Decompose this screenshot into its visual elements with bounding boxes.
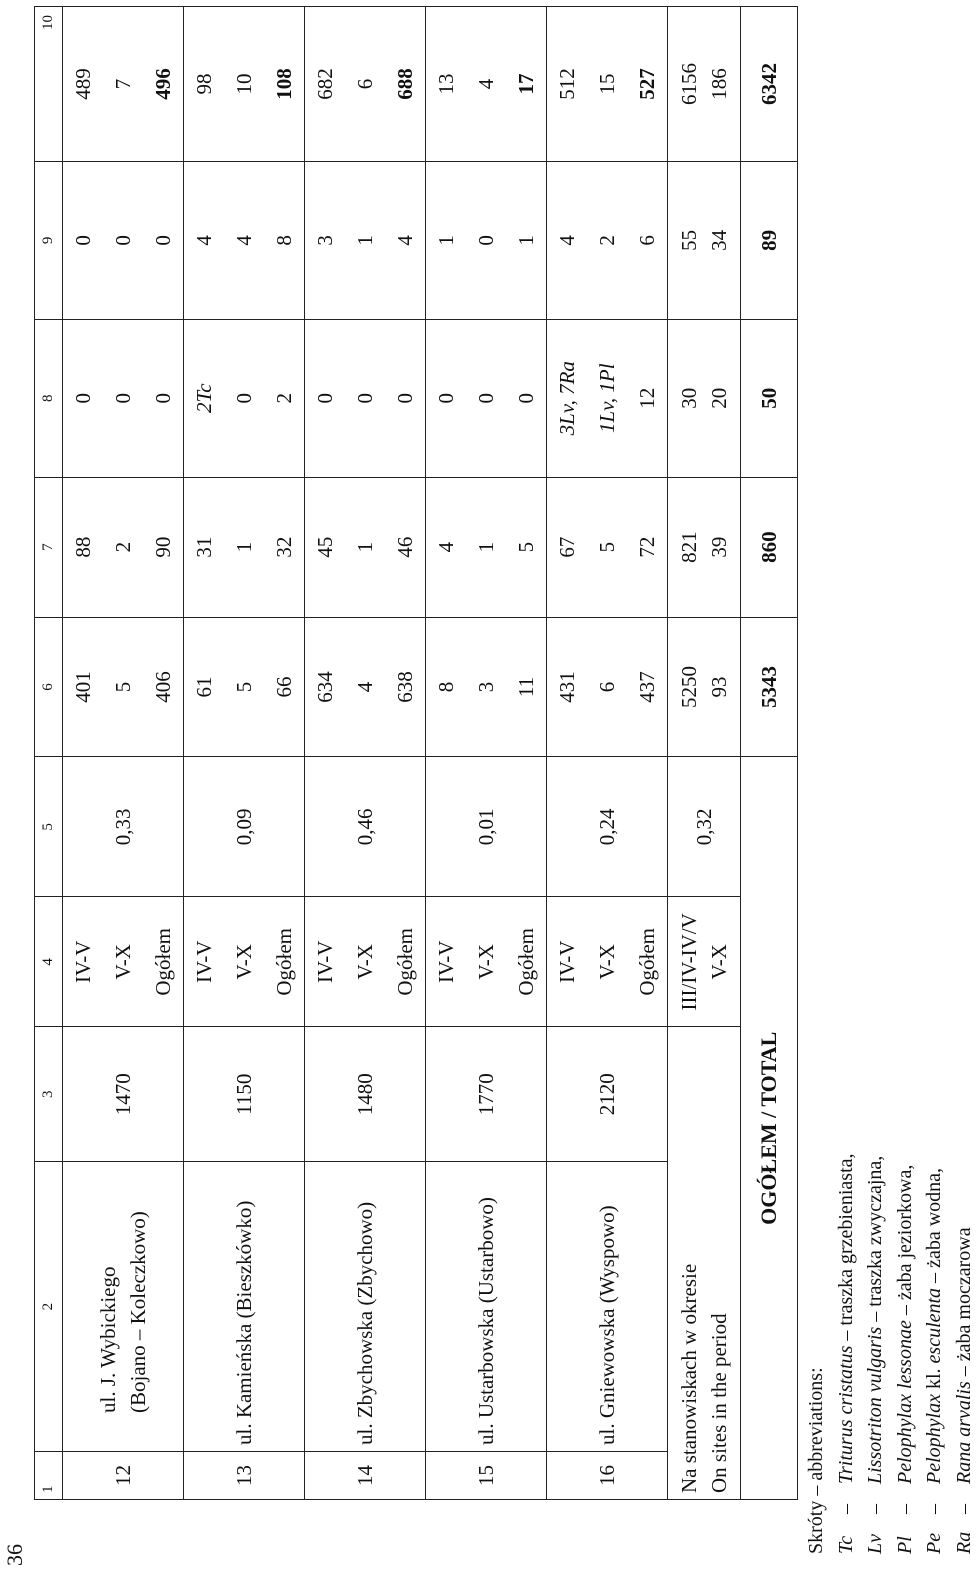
- abbr-polish: – traszka grzebieniasta,: [834, 1153, 857, 1341]
- cell-total: 688: [385, 7, 426, 162]
- cell-line: 821: [677, 531, 701, 563]
- cell-total: 860: [741, 477, 798, 617]
- abbreviations-title: Skróty – abbreviations:: [805, 1367, 827, 1554]
- cell: 4: [224, 161, 264, 319]
- cell: 512: [547, 7, 588, 162]
- table-row: [547, 7, 588, 1500]
- column-number: 7: [35, 477, 63, 617]
- cell: 0: [345, 319, 385, 477]
- abbr-code: Ra: [952, 1531, 975, 1554]
- column-number: 10: [35, 7, 63, 162]
- cell: 401: [63, 617, 104, 757]
- cell: 0: [143, 161, 184, 319]
- abbr-mid: kl.: [923, 1363, 945, 1395]
- period: Ogółem: [385, 897, 426, 1027]
- length-value: 1480: [305, 1027, 426, 1162]
- cell: 98: [184, 7, 225, 162]
- cell: 4: [426, 477, 467, 617]
- cell-line: 5250: [677, 666, 701, 709]
- cell: 489: [63, 7, 104, 162]
- abbreviation-item: [920, 1153, 950, 1554]
- col5-value: 0,24: [547, 757, 668, 897]
- abbr-dash: –: [834, 1504, 857, 1514]
- abbr-latin: Pelophylax: [923, 1394, 945, 1484]
- col5-value: 0,01: [426, 757, 547, 897]
- cell: [668, 161, 741, 319]
- cell: 5: [506, 477, 547, 617]
- abbr-code: Pe: [923, 1532, 945, 1554]
- cell: 1: [345, 161, 385, 319]
- period: IV-V: [426, 897, 467, 1027]
- period: V-X: [103, 897, 143, 1027]
- abbreviation-item: [950, 1153, 979, 1554]
- cell: [668, 7, 741, 162]
- period: III/IV-IV/V: [677, 913, 701, 1011]
- cell: 8: [264, 161, 305, 319]
- cell: 5: [587, 477, 627, 617]
- abbr-polish: – żaba wodna,: [923, 1167, 945, 1288]
- page-number: 36: [2, 1544, 27, 1566]
- length-value: 1150: [184, 1027, 305, 1162]
- cell: 2: [587, 161, 627, 319]
- sites-label-en: On sites in the period: [707, 1313, 731, 1493]
- cell: 67: [547, 477, 588, 617]
- site-name-line: (Bojano – Koleczkowo): [126, 1211, 150, 1414]
- col5-value: 0,33: [63, 757, 184, 897]
- cell: 0: [143, 319, 184, 477]
- site-name-line: ul. Kamieńska (Bieszkówko): [232, 1200, 256, 1446]
- column-number: 4: [35, 897, 63, 1027]
- cell: 431: [547, 617, 588, 757]
- cell: 5: [103, 617, 143, 757]
- cell: 0: [103, 161, 143, 319]
- period: Ogółem: [506, 897, 547, 1027]
- total-label: OGÓŁEM / TOTAL: [741, 757, 798, 1500]
- period: Ogółem: [264, 897, 305, 1027]
- cell-total: 50: [741, 319, 798, 477]
- cell: 10: [224, 7, 264, 162]
- period: IV-V: [547, 897, 588, 1027]
- abbreviation-item: [861, 1153, 891, 1554]
- cell: 2: [103, 477, 143, 617]
- row-id: 16: [547, 1452, 668, 1500]
- cell: 4: [466, 7, 506, 162]
- period: Ogółem: [627, 897, 668, 1027]
- cell: 0: [506, 319, 547, 477]
- cell: 0: [63, 161, 104, 319]
- site-name-line: ul. J. Wybickiego: [96, 1266, 120, 1414]
- cell-line: 39: [707, 536, 731, 558]
- cell: 0: [103, 319, 143, 477]
- cell: 1: [224, 477, 264, 617]
- cell: 90: [143, 477, 184, 617]
- period: V-X: [224, 897, 264, 1027]
- abbr-dash: –: [893, 1504, 916, 1514]
- sites-row: [668, 7, 741, 1500]
- abbr-polish: – żaba moczarowa: [952, 1227, 975, 1377]
- period: V-X: [587, 897, 627, 1027]
- column-number: 8: [35, 319, 63, 477]
- site-name: [426, 1162, 547, 1452]
- table-row: [184, 7, 225, 1500]
- cell-line: 186: [707, 68, 731, 100]
- cell: 4: [385, 161, 426, 319]
- period: V-X: [707, 944, 731, 980]
- table-row: [63, 7, 104, 1500]
- amphibian-table: [34, 6, 798, 1500]
- cell: 15: [587, 7, 627, 162]
- cell: 8: [426, 617, 467, 757]
- cell: 1: [426, 161, 467, 319]
- cell: 634: [305, 617, 346, 757]
- cell-total: 89: [741, 161, 798, 319]
- column-number: 5: [35, 757, 63, 897]
- row-id: 15: [426, 1452, 547, 1500]
- abbr-latin: Rana arvalis: [952, 1381, 975, 1484]
- cell: 66: [264, 617, 305, 757]
- cell: [668, 617, 741, 757]
- cell-total: 17: [506, 7, 547, 162]
- site-name-line: ul. Zbychowska (Zbychowo): [353, 1201, 377, 1446]
- cell: 6: [627, 161, 668, 319]
- length-value: 2120: [547, 1027, 668, 1162]
- site-name-line: ul. Gniewowska (Wyspowo): [595, 1205, 619, 1446]
- cell-total: 108: [264, 7, 305, 162]
- site-name: [63, 1162, 184, 1452]
- cell: 638: [385, 617, 426, 757]
- abbreviation-item: [891, 1153, 921, 1554]
- cell: [668, 477, 741, 617]
- cell: 682: [305, 7, 346, 162]
- cell-total: 496: [143, 7, 184, 162]
- period: IV-V: [305, 897, 346, 1027]
- total-row: [741, 7, 798, 1500]
- cell: 1: [466, 477, 506, 617]
- abbr-code: Tc: [834, 1535, 857, 1554]
- cell: [668, 319, 741, 477]
- cell: 6: [587, 617, 627, 757]
- column-number-row: [35, 7, 63, 1500]
- cell: 72: [627, 477, 668, 617]
- site-name: [184, 1162, 305, 1452]
- cell: 31: [184, 477, 225, 617]
- abbr-polish: – traszka zwyczajna,: [864, 1155, 886, 1322]
- cell: 6: [345, 7, 385, 162]
- col5-value: 0,32: [668, 757, 741, 897]
- cell: 3Lv, 7Ra: [547, 319, 588, 477]
- cell: 0: [426, 319, 467, 477]
- period: V-X: [345, 897, 385, 1027]
- site-name: [305, 1162, 426, 1452]
- cell: 4: [184, 161, 225, 319]
- row-id: 14: [305, 1452, 426, 1500]
- abbr-latin: Lissotriton vulgaris: [864, 1326, 886, 1484]
- cell: 0: [466, 161, 506, 319]
- cell: 88: [63, 477, 104, 617]
- cell: 0: [305, 319, 346, 477]
- cell-line: 34: [707, 229, 731, 251]
- col5-value: 0,46: [305, 757, 426, 897]
- cell: 4: [345, 617, 385, 757]
- abbr-latin: esculenta: [923, 1287, 945, 1364]
- cell: 406: [143, 617, 184, 757]
- abbr-code: Lv: [864, 1534, 886, 1554]
- cell: 61: [184, 617, 225, 757]
- cell-line: 30: [677, 387, 701, 409]
- column-number: 2: [35, 1162, 63, 1452]
- cell: 1Lv, 1Pl: [587, 319, 627, 477]
- cell: 3: [466, 617, 506, 757]
- sites-label: [668, 1027, 741, 1500]
- cell-total: 6342: [741, 7, 798, 162]
- cell: 3: [305, 161, 346, 319]
- abbreviation-item: [832, 1153, 862, 1554]
- col5-value: 0,09: [184, 757, 305, 897]
- cell-line: 20: [707, 387, 731, 409]
- cell: 0: [466, 319, 506, 477]
- cell: 437: [627, 617, 668, 757]
- site-name: [547, 1162, 668, 1452]
- table-row: [426, 7, 467, 1500]
- abbr-dash: –: [923, 1504, 945, 1514]
- table-row: [305, 7, 346, 1500]
- cell: 13: [426, 7, 467, 162]
- cell-total: 527: [627, 7, 668, 162]
- cell: 46: [385, 477, 426, 617]
- cell-line: 93: [707, 676, 731, 698]
- site-name-line: ul. Ustarbowska (Ustarbowo): [474, 1197, 498, 1446]
- column-number: 3: [35, 1027, 63, 1162]
- cell: 7: [103, 7, 143, 162]
- cell: 45: [305, 477, 346, 617]
- abbr-dash: –: [864, 1504, 886, 1514]
- abbr-polish: – żaba jeziorkowa,: [893, 1164, 916, 1316]
- column-number: 1: [35, 1452, 63, 1500]
- cell: 0: [63, 319, 104, 477]
- sites-label-pl: Na stanowiskach w okresie: [677, 1263, 701, 1493]
- cell: 11: [506, 617, 547, 757]
- cell: 2: [264, 319, 305, 477]
- cell: 5: [224, 617, 264, 757]
- cell: 0: [224, 319, 264, 477]
- abbr-code: Pl: [893, 1536, 916, 1554]
- period: IV-V: [184, 897, 225, 1027]
- cell-line: 6156: [677, 62, 701, 105]
- abbr-dash: –: [952, 1504, 975, 1514]
- abbr-latin: Pelophylax lessonae: [893, 1320, 916, 1484]
- row-id: 13: [184, 1452, 305, 1500]
- row-id: 12: [63, 1452, 184, 1500]
- abbr-latin: Triturus cristatus: [834, 1345, 857, 1484]
- cell-total: 5343: [741, 617, 798, 757]
- column-number: 9: [35, 161, 63, 319]
- length-value: 1470: [63, 1027, 184, 1162]
- abbreviations: [802, 1153, 979, 1554]
- cell: 12: [627, 319, 668, 477]
- period: IV-V: [63, 897, 104, 1027]
- cell: 1: [506, 161, 547, 319]
- column-number: 6: [35, 617, 63, 757]
- cell: 2Tc: [184, 319, 225, 477]
- cell: 4: [547, 161, 588, 319]
- cell-line: 55: [677, 229, 701, 251]
- length-value: 1770: [426, 1027, 547, 1162]
- cell: 0: [385, 319, 426, 477]
- period: V-X: [466, 897, 506, 1027]
- sites-periods: [668, 897, 741, 1027]
- cell: 1: [345, 477, 385, 617]
- period: Ogółem: [143, 897, 184, 1027]
- cell: 32: [264, 477, 305, 617]
